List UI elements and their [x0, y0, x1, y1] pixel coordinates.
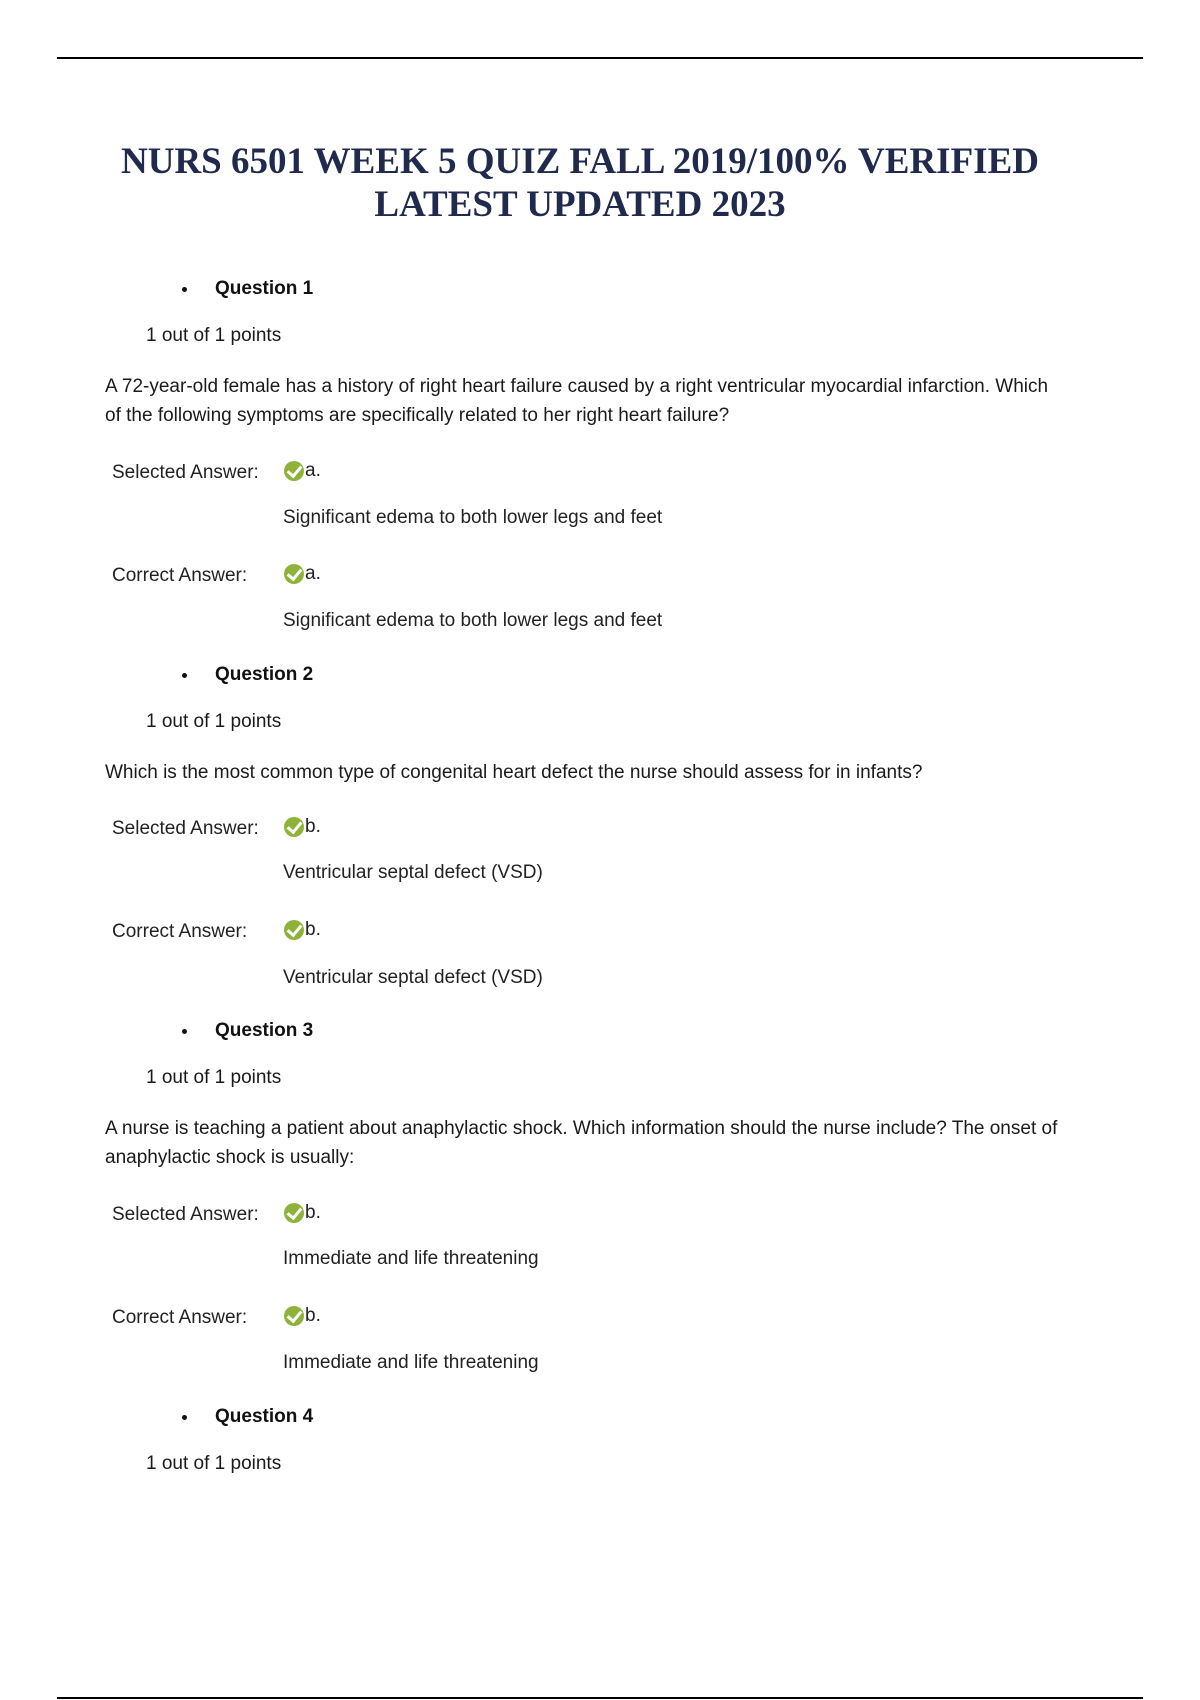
- question-2-correct-label: Correct Answer:: [112, 921, 248, 942]
- check-icon: [284, 1203, 304, 1223]
- question-1-correct-answer: Significant edema to both lower legs and feet: [283, 610, 663, 631]
- question-2-correct-letter: [284, 919, 321, 941]
- question-2-correct-letter-text: b.: [305, 919, 321, 940]
- question-1-text: A 72-year-old female has a history of right heart failure caused by a right ventricular myocardial infarction. Which of the following symptoms are specifically related to her right heart failure?: [105, 376, 1049, 426]
- question-2-selected-letter: [284, 816, 321, 838]
- question-2-text: Which is the most common type of congenital heart defect the nurse should assess for in infants?: [105, 762, 923, 783]
- question-1-selected-letter: [284, 460, 321, 482]
- question-3-selected-letter: [284, 1202, 321, 1224]
- bottom-rule: [57, 1697, 1143, 1699]
- question-2-points: 1 out of 1 points: [146, 711, 282, 732]
- question-1-points: 1 out of 1 points: [146, 325, 282, 346]
- question-1-correct-label: Correct Answer:: [112, 565, 248, 586]
- question-1-selected-letter-text: a.: [305, 460, 321, 481]
- question-4-points: 1 out of 1 points: [146, 1453, 282, 1474]
- question-3-text: A nurse is teaching a patient about anaphylactic shock. Which information should the nurse include? The onset of anaphylactic shock is usually:: [105, 1118, 1058, 1168]
- check-icon: [284, 817, 304, 837]
- bullet-icon: [182, 673, 187, 678]
- question-2-selected-letter-text: b.: [305, 816, 321, 837]
- question-2-correct-answer: Ventricular septal defect (VSD): [283, 967, 543, 988]
- question-3-selected-letter-text: b.: [305, 1202, 321, 1223]
- check-icon: [284, 461, 304, 481]
- bullet-icon: [182, 1415, 187, 1420]
- question-3-title: Question 3: [215, 1020, 314, 1041]
- question-3-selected-answer: Immediate and life threatening: [283, 1248, 539, 1269]
- question-1-correct-letter-text: a.: [305, 563, 321, 584]
- question-1-selected-label: Selected Answer:: [112, 462, 259, 483]
- check-icon: [284, 1306, 304, 1326]
- question-1-correct-letter: [284, 563, 321, 585]
- question-3-correct-label: Correct Answer:: [112, 1307, 248, 1328]
- question-3-correct-letter: [284, 1305, 321, 1327]
- question-3-selected-label: Selected Answer:: [112, 1204, 259, 1225]
- bullet-icon: [182, 287, 187, 292]
- document-title: NURS 6501 WEEK 5 QUIZ FALL 2019/100% VERIFIED LATEST UPDATED 2023: [121, 141, 1039, 225]
- question-2-heading: [182, 664, 313, 686]
- question-1-heading: [182, 278, 313, 300]
- bullet-icon: [182, 1029, 187, 1034]
- question-1-title: Question 1: [215, 278, 314, 299]
- question-3-heading: [182, 1020, 313, 1042]
- check-icon: [284, 564, 304, 584]
- question-3-points: 1 out of 1 points: [146, 1067, 282, 1088]
- question-3-correct-letter-text: b.: [305, 1305, 321, 1326]
- check-icon: [284, 920, 304, 940]
- question-2-selected-answer: Ventricular septal defect (VSD): [283, 862, 543, 883]
- question-4-heading: [182, 1406, 313, 1428]
- top-rule: [57, 57, 1143, 59]
- question-1-selected-answer: Significant edema to both lower legs and feet: [283, 507, 663, 528]
- question-3-correct-answer: Immediate and life threatening: [283, 1352, 539, 1373]
- question-4-title: Question 4: [215, 1406, 314, 1427]
- question-2-title: Question 2: [215, 664, 314, 685]
- question-2-selected-label: Selected Answer:: [112, 818, 259, 839]
